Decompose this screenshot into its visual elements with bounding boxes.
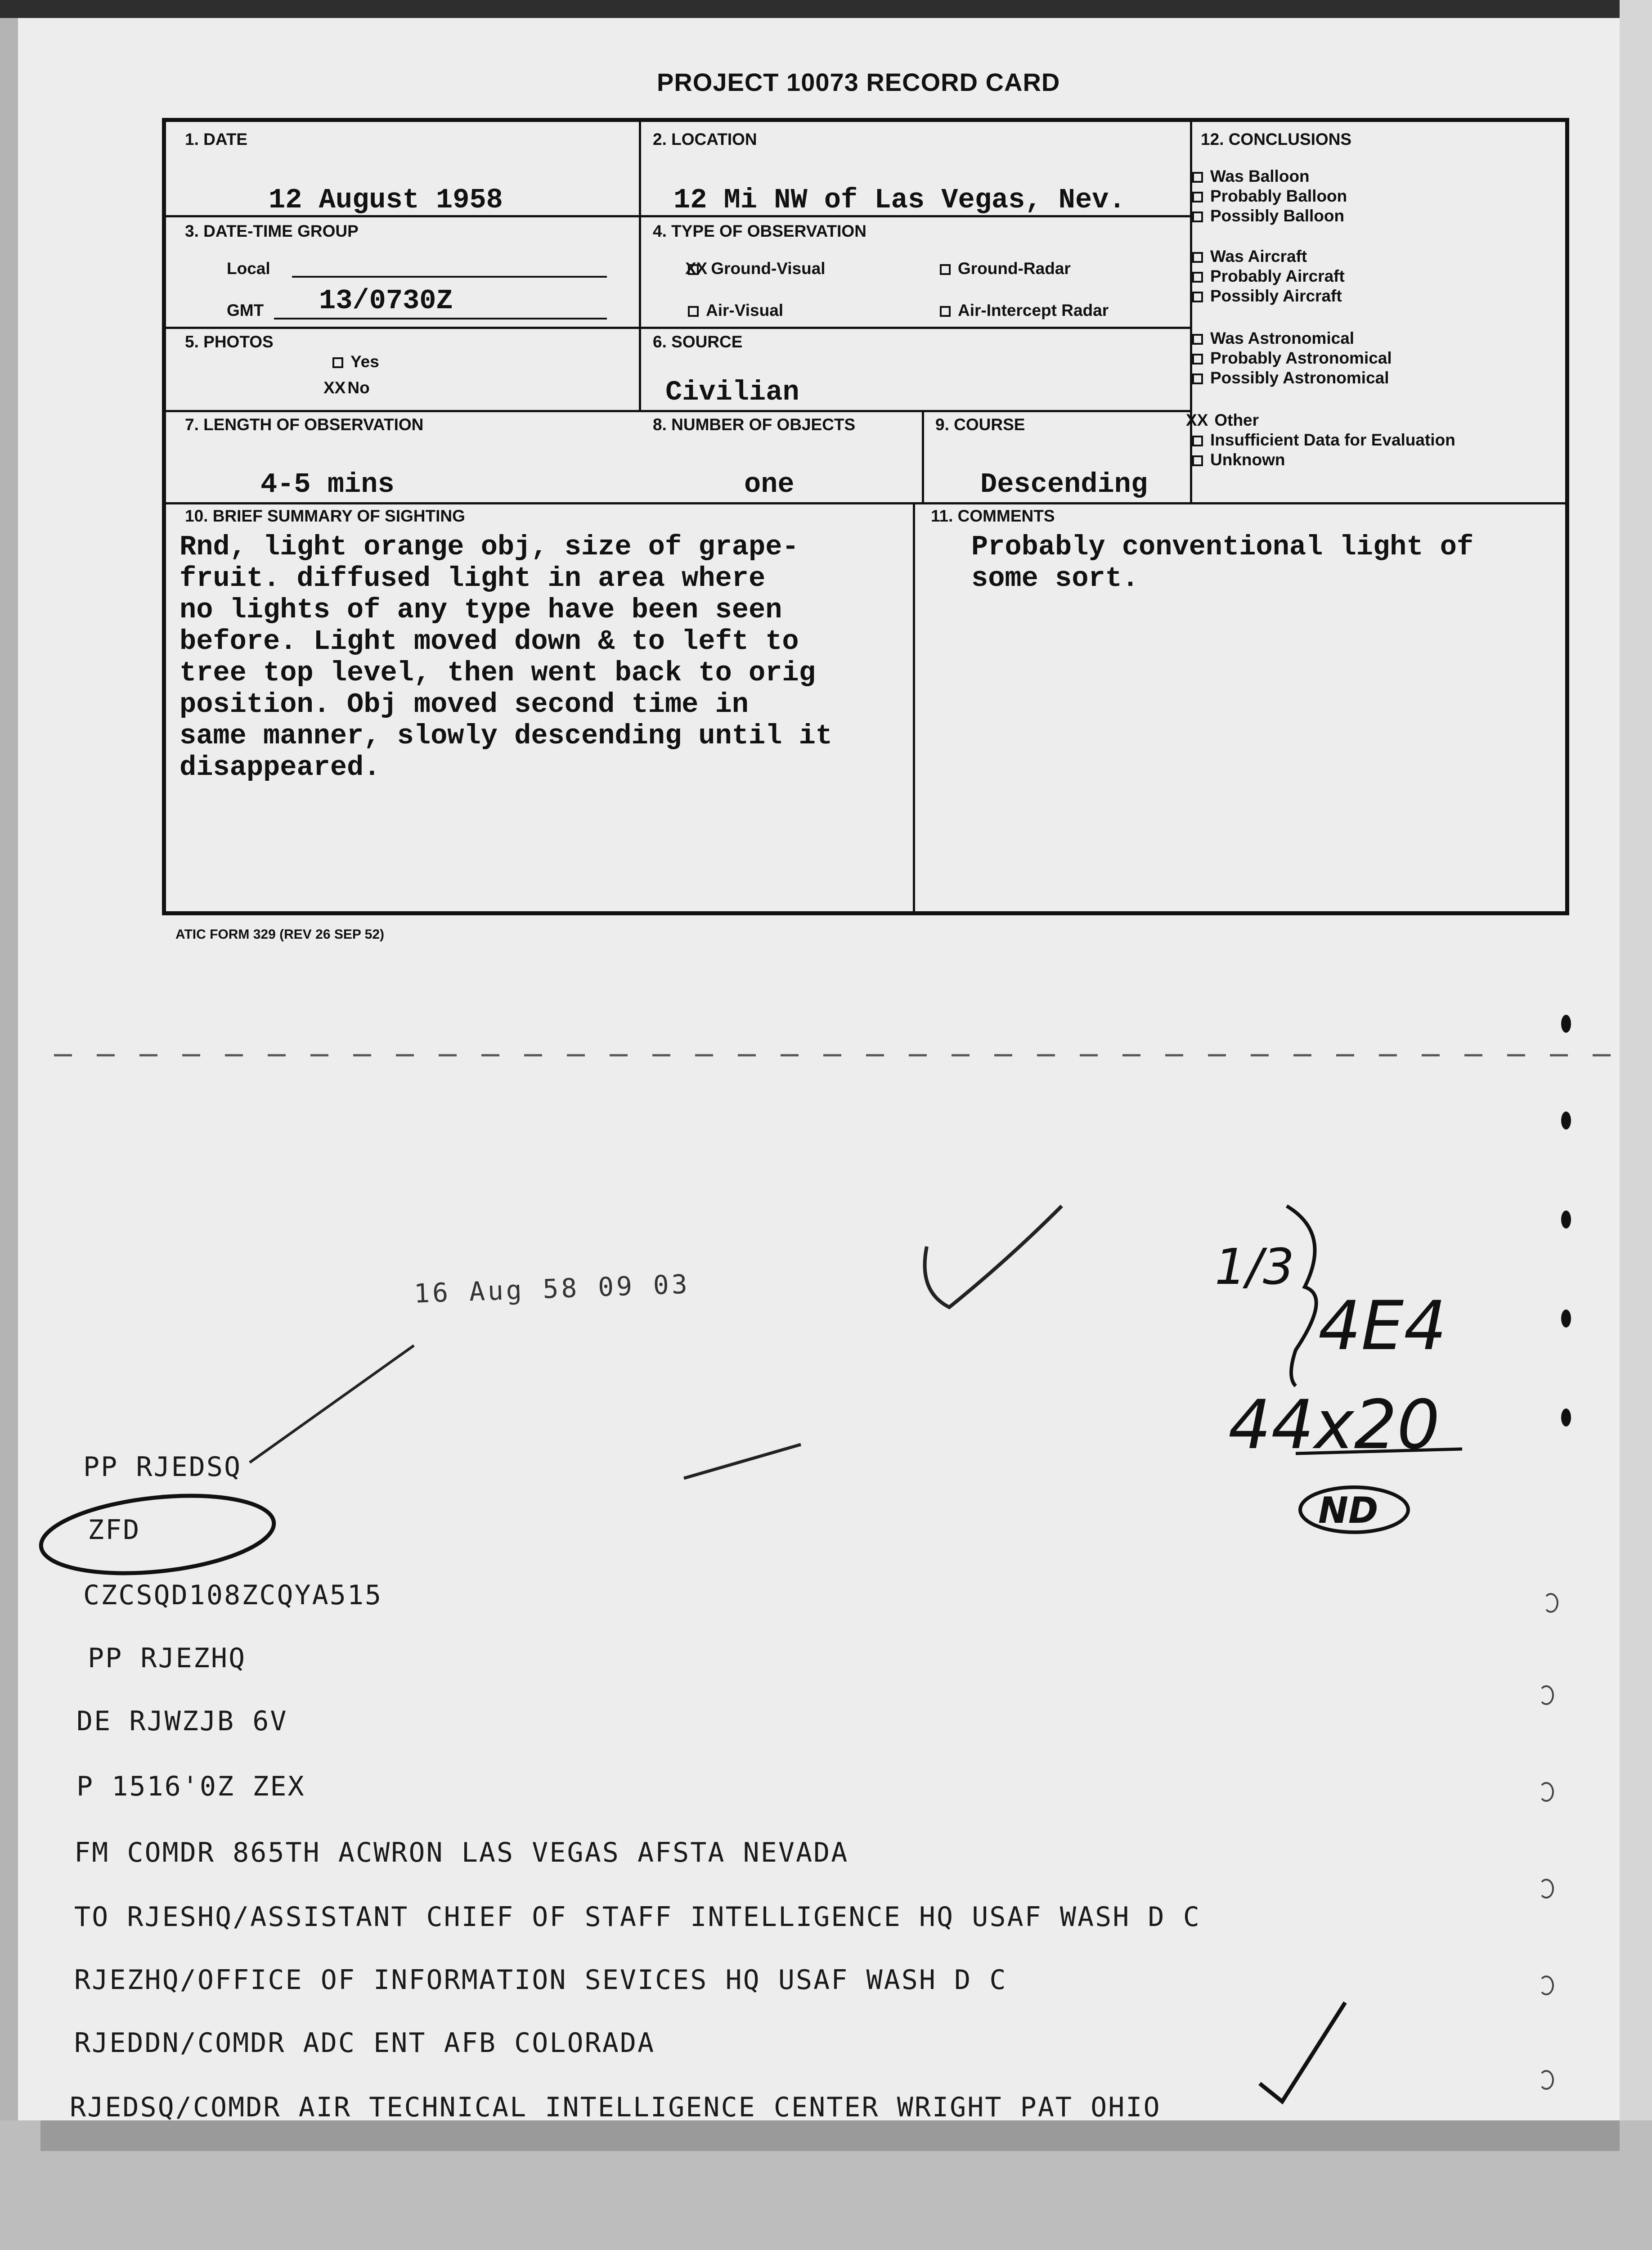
summary-line: Rnd, light orange obj, size of grape-: [180, 531, 799, 563]
course-label: 9. COURSE: [935, 415, 1025, 434]
option-label: Yes: [350, 352, 379, 371]
binder-ring: [1539, 2070, 1554, 2090]
local-label: Local: [227, 259, 270, 278]
teletype-line: PP RJEZHQ: [88, 1642, 247, 1674]
number-label: 8. NUMBER OF OBJECTS: [653, 415, 856, 434]
binder-hole: [1561, 1015, 1571, 1033]
option-label: No: [347, 378, 370, 397]
conclusion-label: Was Astronomical: [1210, 329, 1355, 347]
number-value: one: [744, 468, 795, 500]
obs-type-label: 4. TYPE OF OBSERVATION: [653, 222, 866, 240]
conclusions-label: 12. CONCLUSIONS: [1201, 130, 1352, 148]
source-value: Civilian: [665, 376, 799, 408]
gmt-label: GMT: [227, 301, 264, 320]
record-card-title: PROJECT 10073 RECORD CARD: [657, 68, 1060, 96]
gmt-value: 13/0730Z: [319, 285, 453, 317]
photos-label: 5. PHOTOS: [185, 333, 274, 351]
comments-label: 11. COMMENTS: [931, 507, 1055, 525]
binder-hole: [1561, 1408, 1571, 1426]
teletype-line: TO RJESHQ/ASSISTANT CHIEF OF STAFF INTELLIGENCE HQ USAF WASH D C: [74, 1901, 1201, 1933]
teletype-line: ZFD: [88, 1514, 141, 1546]
teletype-line: DE RJWZJB 6V: [76, 1706, 288, 1737]
comments-line: some sort.: [971, 562, 1139, 594]
binder-ring: [1539, 1685, 1554, 1705]
summary-label: 10. BRIEF SUMMARY OF SIGHTING: [185, 507, 465, 525]
binder-ring: [1539, 1782, 1554, 1802]
teletype-line: RJEZHQ/OFFICE OF INFORMATION SEVICES HQ USAF WASH D C: [74, 1964, 1007, 1996]
conclusion-label: Other: [1214, 411, 1259, 429]
summary-line: position. Obj moved second time in: [180, 688, 749, 720]
option-label: Air-Visual: [706, 301, 784, 320]
dtg-label: 3. DATE-TIME GROUP: [185, 222, 359, 240]
binder-hole: [1561, 1210, 1571, 1228]
conclusion-label: Was Aircraft: [1210, 247, 1307, 266]
binder-ring: [1543, 1593, 1558, 1613]
source-label: 6. SOURCE: [653, 333, 743, 351]
summary-line: disappeared.: [180, 752, 381, 783]
form-number: ATIC FORM 329 (REV 26 SEP 52): [175, 927, 385, 942]
teletype-line: P 1516'0Z ZEX: [76, 1771, 305, 1802]
conclusion-label: Unknown: [1210, 450, 1285, 469]
conclusion-label: Possibly Astronomical: [1210, 369, 1389, 387]
summary-line: before. Light moved down & to left to: [180, 626, 799, 657]
handwritten-code: 4E4: [1318, 1287, 1447, 1365]
teletype-line: FM COMDR 865TH ACWRON LAS VEGAS AFSTA NEVADA: [74, 1837, 849, 1868]
location-label: 2. LOCATION: [653, 130, 757, 148]
conclusion-label: Probably Balloon: [1210, 187, 1347, 205]
conclusion-label: Possibly Balloon: [1210, 207, 1345, 225]
check-mark: XX: [323, 378, 346, 397]
date-value: 12 August 1958: [269, 184, 503, 216]
teletype-line: PP RJEDSQ: [83, 1451, 242, 1483]
binder-ring: [1539, 1879, 1554, 1899]
course-value: Descending: [980, 468, 1148, 500]
option-label: Ground-Radar: [958, 259, 1071, 278]
binder-ring: [1539, 1976, 1554, 1995]
handwritten-code: 44x20: [1228, 1386, 1440, 1464]
length-label: 7. LENGTH OF OBSERVATION: [185, 415, 424, 434]
location-value: 12 Mi NW of Las Vegas, Nev.: [673, 184, 1126, 216]
check-mark: XX: [685, 259, 708, 278]
conclusion-label: Probably Aircraft: [1210, 267, 1345, 285]
handwritten-fraction: 1/3: [1215, 1238, 1295, 1296]
teletype-line: RJEDSQ/COMDR AIR TECHNICAL INTELLIGENCE CENTER WRIGHT PAT OHIO: [70, 2092, 1161, 2123]
conclusion-label: Was Balloon: [1210, 167, 1310, 185]
received-stamp: 16 Aug 58 09 03: [413, 1269, 691, 1309]
binder-hole: [1561, 1310, 1571, 1328]
conclusion-label: Probably Astronomical: [1210, 349, 1392, 367]
check-mark: XX: [1186, 411, 1208, 429]
summary-line: fruit. diffused light in area where: [180, 562, 766, 594]
summary-line: no lights of any type have been seen: [180, 594, 782, 626]
teletype-line: CZCSQD108ZCQYA515: [83, 1580, 383, 1611]
binder-hole: [1561, 1112, 1571, 1130]
conclusion-label: Possibly Aircraft: [1210, 287, 1342, 305]
length-value: 4-5 mins: [260, 468, 395, 500]
date-label: 1. DATE: [185, 130, 248, 148]
page-bottom-shadow: [40, 2120, 1620, 2151]
option-label: Ground-Visual: [711, 259, 826, 278]
teletype-line: RJEDDN/COMDR ADC ENT AFB COLORADA: [74, 2027, 655, 2059]
comments-line: Probably conventional light of: [971, 531, 1474, 563]
summary-line: same manner, slowly descending until it: [180, 720, 833, 752]
option-label: Air-Intercept Radar: [958, 301, 1109, 320]
handwritten-initials: ND: [1318, 1490, 1378, 1531]
conclusion-label: Insufficient Data for Evaluation: [1210, 431, 1455, 449]
summary-line: tree top level, then went back to orig: [180, 657, 816, 689]
